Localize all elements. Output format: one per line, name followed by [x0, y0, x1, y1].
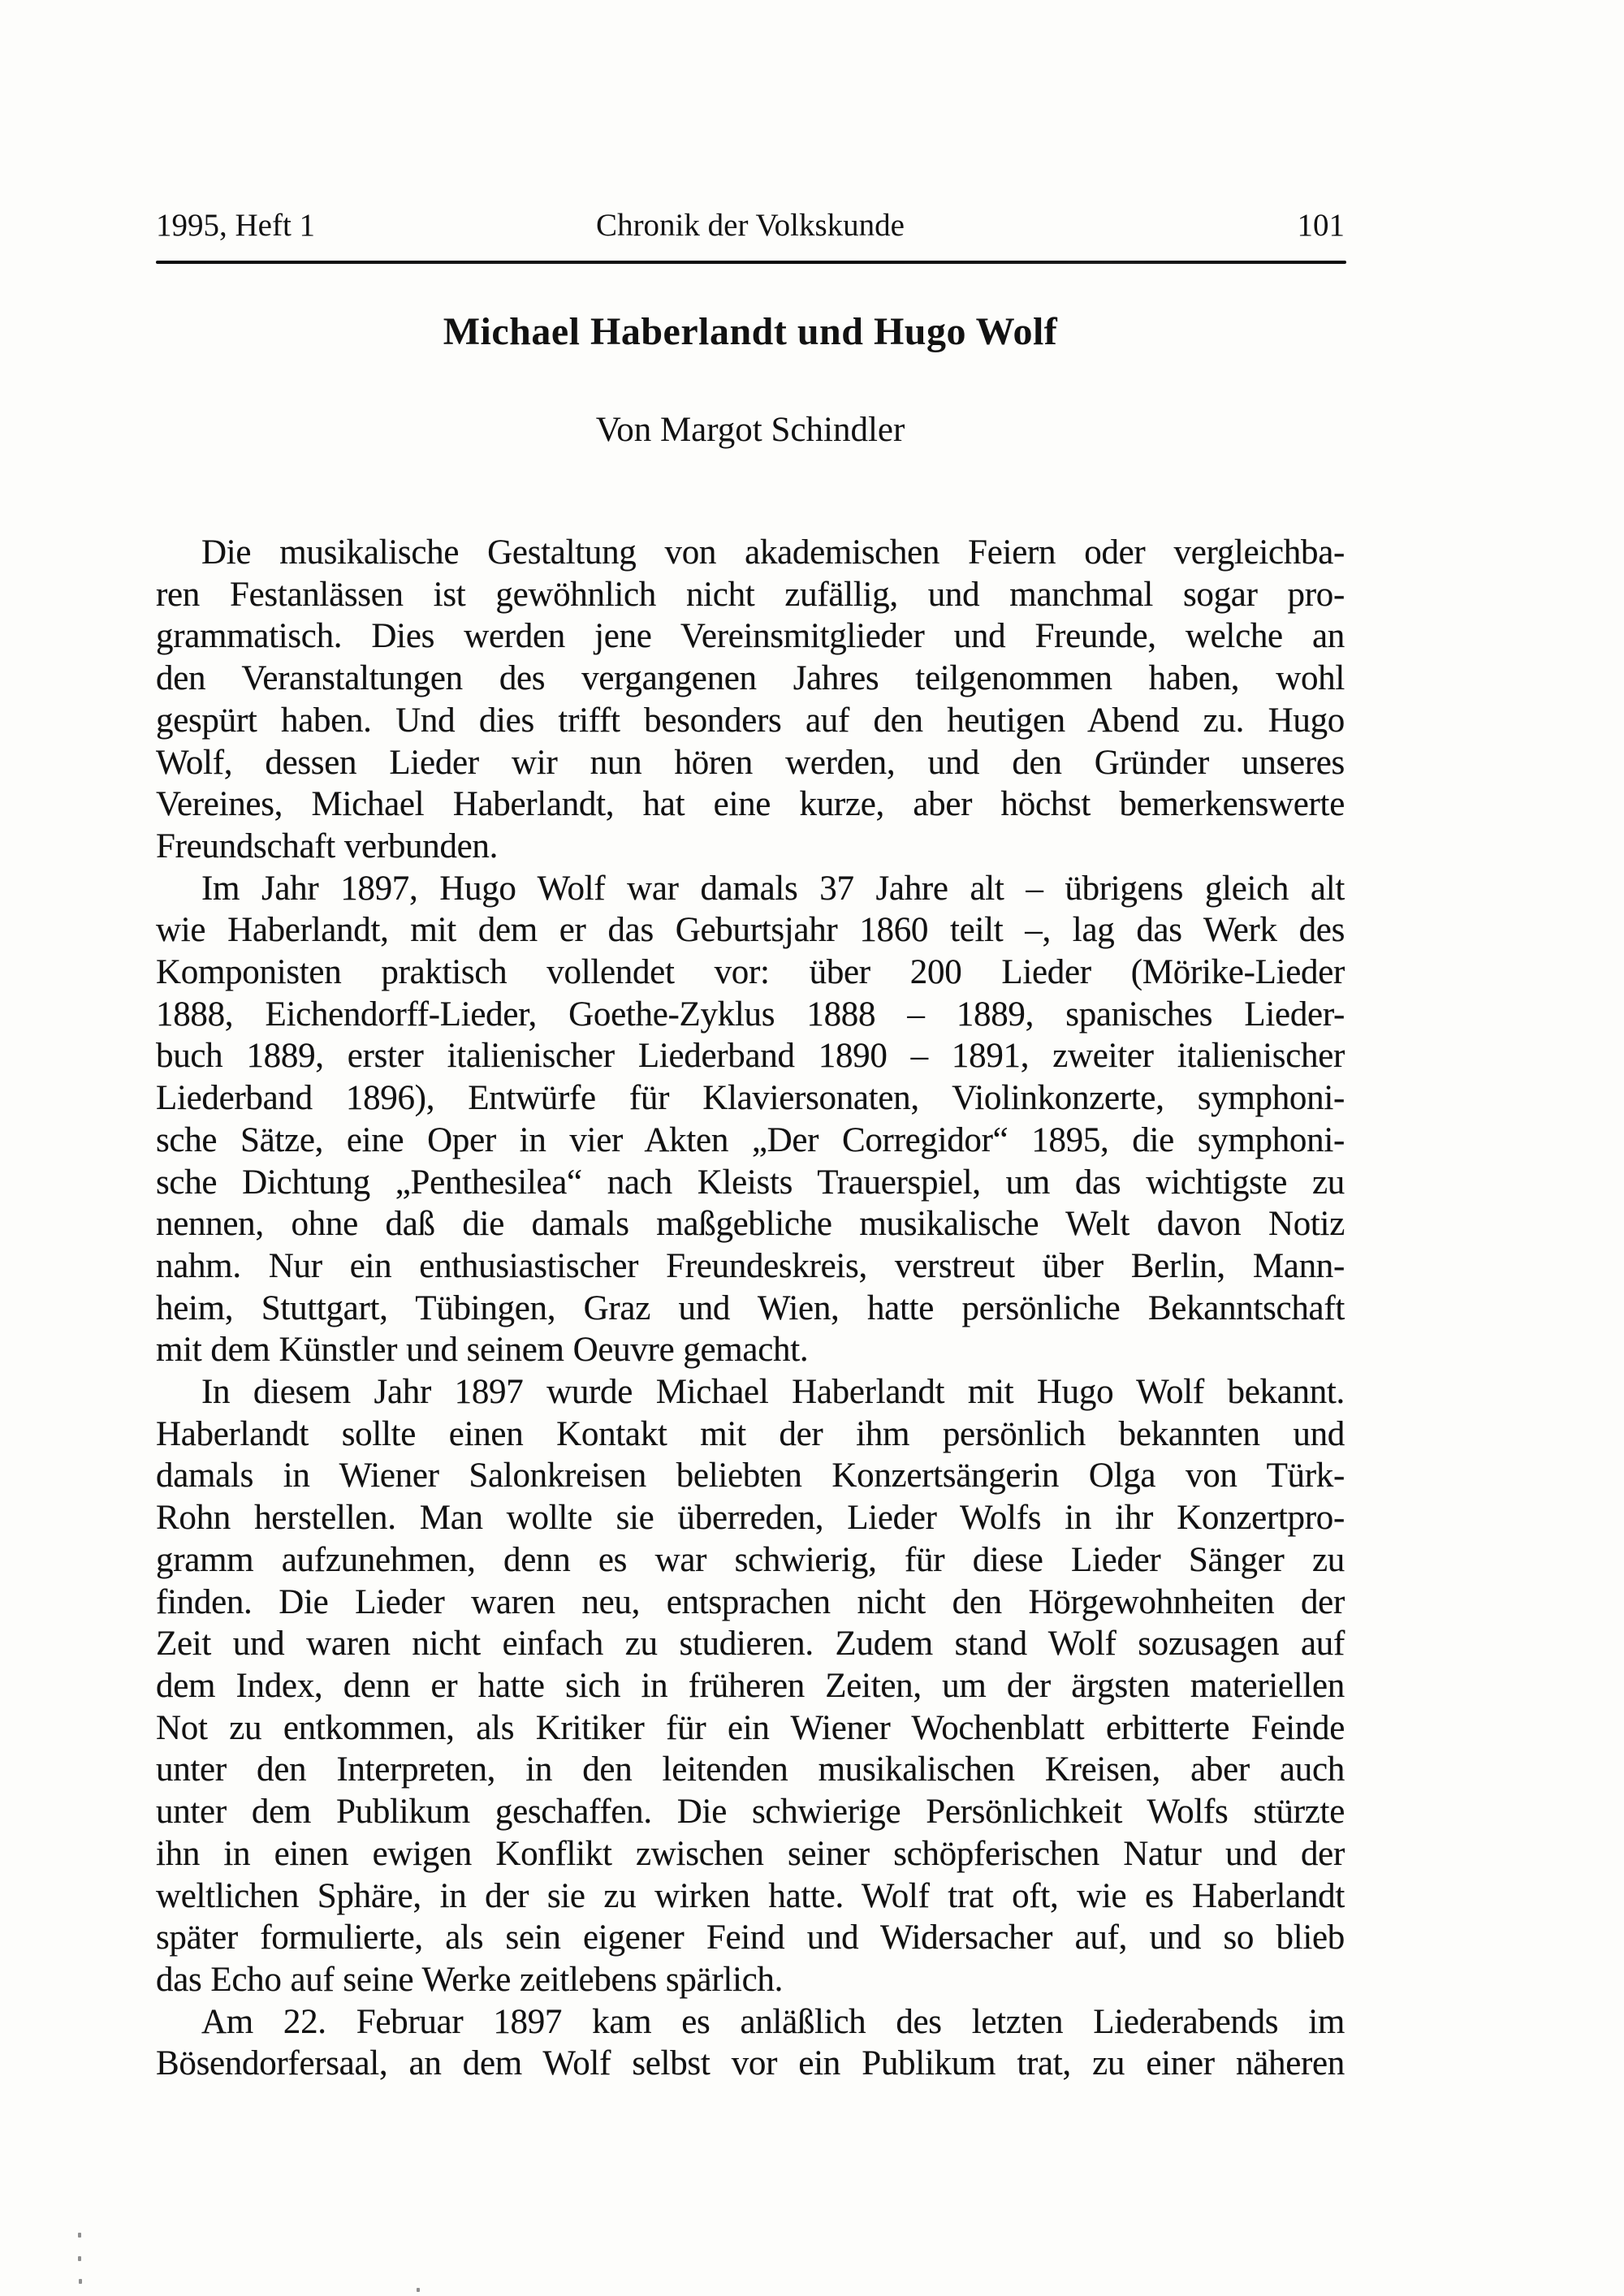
paragraph-1 [156, 532, 1345, 868]
text-line: gespürt haben. Und dies trifft besonders auf den heutigen Abend zu. Hugo [156, 701, 1345, 740]
paragraph-2 [156, 868, 1345, 1371]
text-line: Liederband 1896), Entwürfe für Klaviersonaten, Violinkonzerte, symphoni- [156, 1079, 1345, 1118]
text-line: gramm aufzunehmen, denn es war schwierig, für diese Lieder Sänger zu [156, 1540, 1345, 1579]
scan-speck [79, 2279, 82, 2284]
text-line: Komponisten praktisch vollendet vor: über 200 Lieder (Mörike-Lieder [156, 953, 1345, 992]
text-line: wie Haberlandt, mit dem er das Geburtsjahr 1860 teilt –, lag das Werk des [156, 911, 1345, 950]
text-line: Freundschaft verbunden. [156, 826, 499, 865]
header-journal-title: Chronik der Volkskunde [596, 208, 905, 243]
text-line: ren Festanlässen ist gewöhnlich nicht zufällig, und manchmal sogar pro- [156, 575, 1345, 614]
text-line: nahm. Nur ein enthusiastischer Freundeskreis, verstreut über Berlin, Mann- [156, 1246, 1345, 1285]
text-line: Die musikalische Gestaltung von akademischen Feiern oder vergleichba- [201, 533, 1345, 572]
text-line: das Echo auf seine Werke zeitlebens spärlich. [156, 1960, 784, 1999]
article-byline: Von Margot Schindler [595, 411, 905, 449]
text-line: später formulierte, als sein eigener Feind und Widersacher auf, und so blieb [156, 1918, 1345, 1957]
text-line: Vereines, Michael Haberlandt, hat eine kurze, aber höchst bemerkenswerte [156, 785, 1345, 824]
text-line: mit dem Künstler und seinem Oeuvre gemacht. [156, 1331, 809, 1370]
scan-speck [78, 2233, 81, 2238]
text-line: Haberlandt sollte einen Kontakt mit der ihm persönlich bekannten und [156, 1414, 1345, 1453]
text-line: Not zu entkommen, als Kritiker für ein Wiener Wochenblatt erbitterte Feinde [156, 1708, 1345, 1747]
text-line: den Veranstaltungen des vergangenen Jahres teilgenommen haben, wohl [156, 659, 1345, 698]
text-line: Rohn herstellen. Man wollte sie überreden, Lieder Wolfs in ihr Konzertpro- [156, 1499, 1345, 1538]
header-rule [156, 261, 1346, 264]
text-line: Bösendorfersaal, an dem Wolf selbst vor ein Publikum trat, zu einer näheren [156, 2044, 1345, 2083]
text-line: unter dem Publikum geschaffen. Die schwierige Persönlichkeit Wolfs stürzte [156, 1793, 1345, 1832]
text-line: finden. Die Lieder waren neu, entsprachen nicht den Hörgewohnheiten der [156, 1582, 1345, 1621]
header-issue: 1995, Heft 1 [156, 208, 316, 243]
text-line: sche Sätze, eine Oper in vier Akten „Der Corregidor“ 1895, die symphoni- [156, 1120, 1345, 1159]
text-line: dem Index, denn er hatte sich in früheren Zeiten, um der ärgsten materiellen [156, 1666, 1345, 1705]
running-head [156, 208, 1345, 247]
text-line: In diesem Jahr 1897 wurde Michael Haberlandt mit Hugo Wolf bekannt. [201, 1373, 1345, 1412]
text-line: ihn in einen ewigen Konflikt zwischen seiner schöpferischen Natur und der [156, 1834, 1345, 1873]
article-body [156, 532, 1345, 2085]
text-line: Zeit und waren nicht einfach zu studieren. Zudem stand Wolf sozusagen auf [156, 1625, 1345, 1664]
text-line: grammatisch. Dies werden jene Vereinsmitglieder und Freunde, welche an [156, 617, 1345, 656]
paragraph-3 [156, 1371, 1345, 2001]
paragraph-4 [156, 2001, 1345, 2085]
text-line: weltlichen Sphäre, in der sie zu wirken hatte. Wolf trat oft, wie es Haberlandt [156, 1876, 1345, 1915]
text-line: Am 22. Februar 1897 kam es anläßlich des letzten Liederabends im [201, 2002, 1345, 2041]
scan-speck [417, 2288, 420, 2292]
text-line: damals in Wiener Salonkreisen beliebten Konzertsängerin Olga von Türk- [156, 1457, 1345, 1495]
article-title: Michael Haberlandt und Hugo Wolf [443, 310, 1058, 353]
text-line: nennen, ohne daß die damals maßgebliche musikalische Welt davon Notiz [156, 1205, 1345, 1244]
text-line: Im Jahr 1897, Hugo Wolf war damals 37 Jahre alt – übrigens gleich alt [201, 869, 1345, 908]
scan-speck [78, 2256, 81, 2261]
text-line: unter den Interpreten, in den leitenden musikalischen Kreisen, aber auch [156, 1750, 1345, 1789]
text-line: buch 1889, erster italienischer Liederband 1890 – 1891, zweiter italienischer [156, 1037, 1345, 1076]
header-page-number: 101 [1297, 208, 1345, 243]
text-line: sche Dichtung „Penthesilea“ nach Kleists Trauerspiel, um das wichtigste zu [156, 1163, 1345, 1202]
text-line: 1888, Eichendorff-Lieder, Goethe-Zyklus 1888 – 1889, spanisches Lieder- [156, 995, 1345, 1034]
text-line: Wolf, dessen Lieder wir nun hören werden, und den Gründer unseres [156, 743, 1345, 782]
text-line: heim, Stuttgart, Tübingen, Graz und Wien, hatte persönliche Bekanntschaft [156, 1288, 1345, 1327]
